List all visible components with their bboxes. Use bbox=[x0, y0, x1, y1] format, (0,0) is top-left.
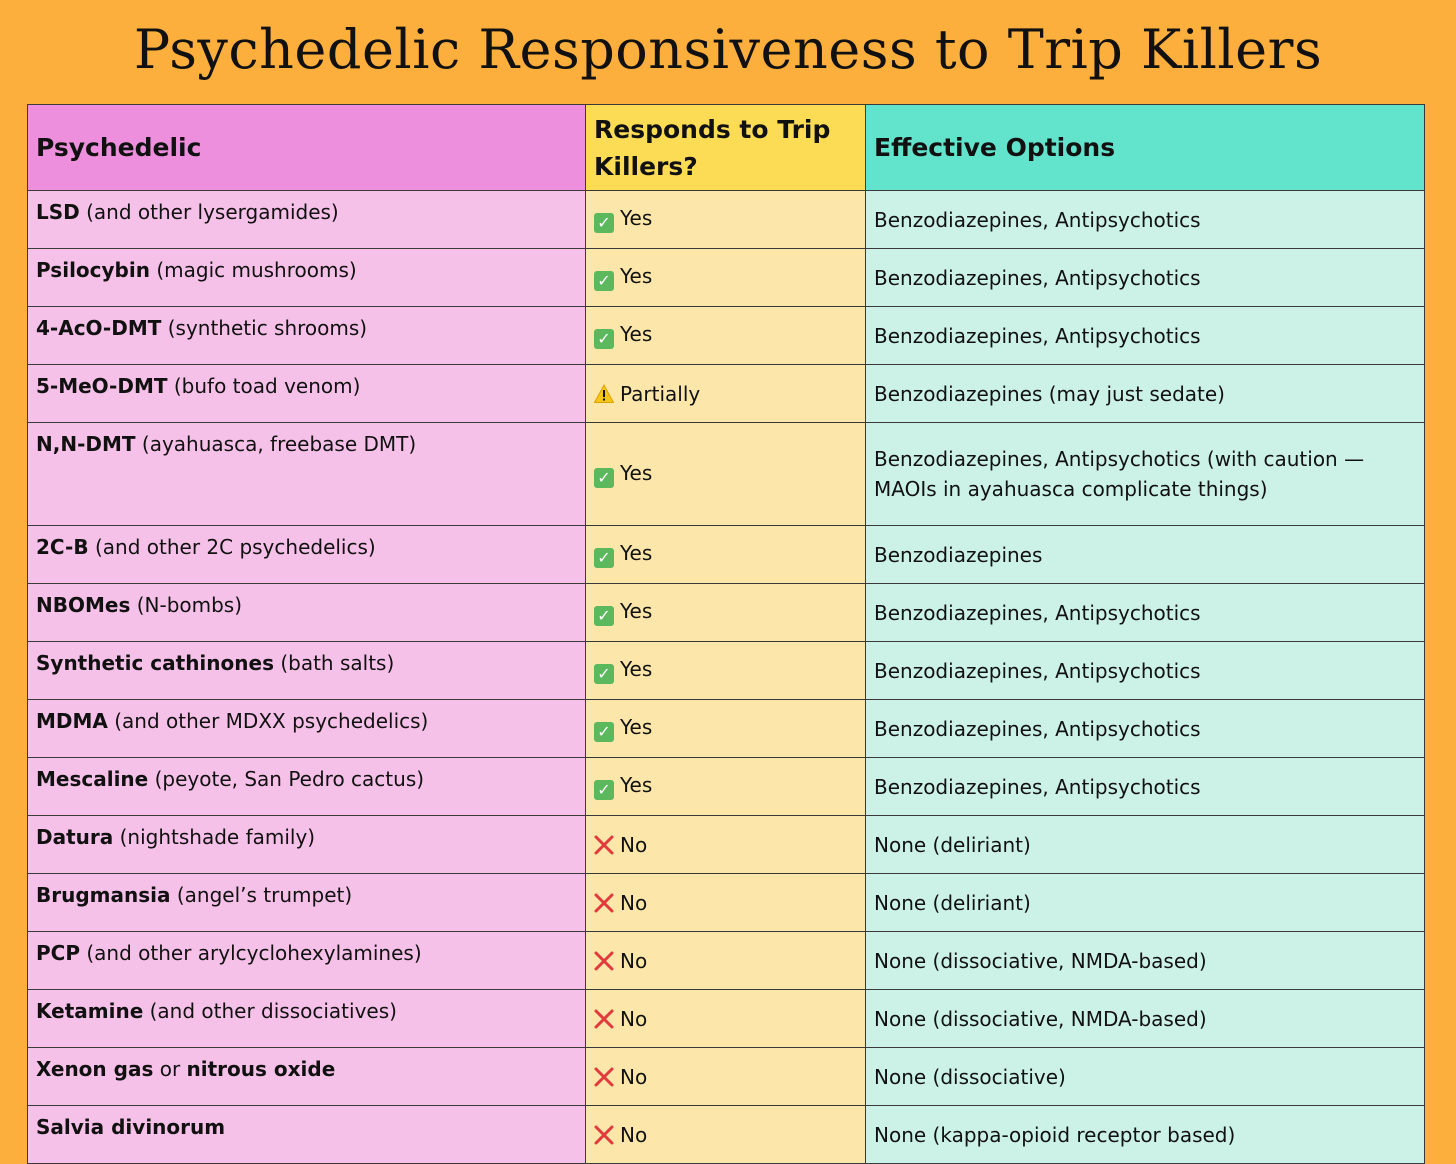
psychedelic-name: Salvia divinorum bbox=[36, 1115, 226, 1139]
check-mark-icon: ✓ bbox=[594, 271, 614, 291]
psychedelic-cell bbox=[28, 1106, 586, 1164]
psychedelic-cell bbox=[28, 526, 586, 584]
psychedelic-note: (and other MDXX psychedelics) bbox=[107, 709, 429, 733]
psychedelic-note: (angel’s trumpet) bbox=[170, 883, 353, 907]
responds-status: Yes bbox=[620, 264, 653, 288]
table-row bbox=[28, 990, 1425, 1048]
psychedelic-name: LSD bbox=[36, 200, 80, 224]
table-row bbox=[28, 249, 1425, 307]
responds-status: No bbox=[620, 948, 648, 973]
responds-cell bbox=[586, 307, 866, 365]
table-row bbox=[28, 932, 1425, 990]
psychedelic-note: (and other 2C psychedelics) bbox=[88, 535, 376, 559]
psychedelic-cell bbox=[28, 932, 586, 990]
cross-mark-icon bbox=[594, 835, 614, 855]
table-header-row bbox=[28, 105, 1425, 191]
psychedelic-cell bbox=[28, 642, 586, 700]
table-row bbox=[28, 758, 1425, 816]
table-row bbox=[28, 1106, 1425, 1164]
check-mark-icon: ✓ bbox=[594, 213, 614, 233]
psychedelic-name: Mescaline bbox=[36, 767, 149, 791]
psychedelic-cell bbox=[28, 365, 586, 423]
responds-cell bbox=[586, 1048, 866, 1106]
options-cell: Benzodiazepines bbox=[866, 526, 1425, 584]
table-row bbox=[28, 191, 1425, 249]
psychedelic-cell bbox=[28, 758, 586, 816]
trip-killers-table bbox=[27, 104, 1425, 1164]
psychedelic-name: 4-AcO-DMT bbox=[36, 316, 162, 340]
check-mark-icon: ✓ bbox=[594, 780, 614, 800]
responds-cell bbox=[586, 642, 866, 700]
psychedelic-name: PCP bbox=[36, 941, 80, 965]
psychedelic-note: (nightshade family) bbox=[113, 825, 316, 849]
table-row bbox=[28, 307, 1425, 365]
options-cell: None (kappa-opioid receptor based) bbox=[866, 1106, 1425, 1164]
cross-mark-icon bbox=[594, 1009, 614, 1029]
psychedelic-cell bbox=[28, 249, 586, 307]
check-mark-icon: ✓ bbox=[594, 548, 614, 568]
psychedelic-cell bbox=[28, 191, 586, 249]
options-cell: Benzodiazepines, Antipsychotics bbox=[866, 642, 1425, 700]
header-responds: Responds to Trip Killers? bbox=[586, 105, 866, 191]
responds-status: Yes bbox=[620, 322, 653, 346]
responds-status: Partially bbox=[620, 381, 701, 406]
cross-mark-icon bbox=[594, 1125, 614, 1145]
psychedelic-note: (peyote, San Pedro cactus) bbox=[148, 767, 425, 791]
psychedelic-note: (bufo toad venom) bbox=[167, 374, 361, 398]
psychedelic-name: Synthetic cathinones bbox=[36, 651, 274, 675]
responds-cell bbox=[586, 249, 866, 307]
responds-cell bbox=[586, 584, 866, 642]
table-row bbox=[28, 584, 1425, 642]
check-mark-icon: ✓ bbox=[594, 606, 614, 626]
psychedelic-note: (N-bombs) bbox=[130, 593, 243, 617]
psychedelic-name: Xenon gas bbox=[36, 1057, 154, 1081]
cross-mark-icon bbox=[594, 1067, 614, 1087]
options-cell: None (deliriant) bbox=[866, 874, 1425, 932]
table-row bbox=[28, 700, 1425, 758]
responds-cell bbox=[586, 526, 866, 584]
psychedelic-cell bbox=[28, 874, 586, 932]
psychedelic-cell bbox=[28, 700, 586, 758]
responds-cell bbox=[586, 191, 866, 249]
responds-cell bbox=[586, 990, 866, 1048]
cross-mark-icon bbox=[594, 893, 614, 913]
page-title: Psychedelic Responsiveness to Trip Killers bbox=[133, 18, 1323, 81]
options-cell: Benzodiazepines, Antipsychotics (with caution — MAOIs in ayahuasca complicate things) bbox=[866, 423, 1425, 526]
options-cell: None (dissociative) bbox=[866, 1048, 1425, 1106]
responds-status: Yes bbox=[620, 599, 653, 623]
options-cell: Benzodiazepines, Antipsychotics bbox=[866, 584, 1425, 642]
options-cell: None (dissociative, NMDA-based) bbox=[866, 932, 1425, 990]
psychedelic-cell bbox=[28, 423, 586, 526]
table-row bbox=[28, 1048, 1425, 1106]
responds-status: No bbox=[620, 890, 648, 915]
check-mark-icon: ✓ bbox=[594, 722, 614, 742]
responds-status: Yes bbox=[620, 541, 653, 565]
responds-status: No bbox=[620, 1006, 648, 1031]
cross-mark-icon bbox=[594, 951, 614, 971]
options-cell: Benzodiazepines, Antipsychotics bbox=[866, 700, 1425, 758]
check-mark-icon: ✓ bbox=[594, 664, 614, 684]
options-cell: Benzodiazepines, Antipsychotics bbox=[866, 758, 1425, 816]
options-cell: Benzodiazepines, Antipsychotics bbox=[866, 191, 1425, 249]
options-cell: None (dissociative, NMDA-based) bbox=[866, 990, 1425, 1048]
responds-status: No bbox=[620, 1064, 648, 1089]
options-cell: None (deliriant) bbox=[866, 816, 1425, 874]
psychedelic-note: (and other dissociatives) bbox=[143, 999, 397, 1023]
psychedelic-note: or bbox=[153, 1057, 187, 1081]
psychedelic-name: MDMA bbox=[36, 709, 108, 733]
psychedelic-note: (bath salts) bbox=[273, 651, 395, 675]
table-row bbox=[28, 526, 1425, 584]
psychedelic-note: (magic mushrooms) bbox=[149, 258, 357, 282]
psychedelic-name: Brugmansia bbox=[36, 883, 171, 907]
psychedelic-name: Datura bbox=[36, 825, 114, 849]
psychedelic-name: 2C-B bbox=[36, 535, 89, 559]
psychedelic-name-2: nitrous oxide bbox=[186, 1057, 336, 1081]
responds-status: Yes bbox=[620, 460, 653, 485]
psychedelic-cell bbox=[28, 816, 586, 874]
psychedelic-name: Ketamine bbox=[36, 999, 144, 1023]
responds-status: Yes bbox=[620, 657, 653, 681]
table-row bbox=[28, 874, 1425, 932]
psychedelic-cell bbox=[28, 1048, 586, 1106]
psychedelic-note: (synthetic shrooms) bbox=[161, 316, 368, 340]
responds-status: Yes bbox=[620, 773, 653, 797]
psychedelic-name: 5-MeO-DMT bbox=[36, 374, 168, 398]
table-row bbox=[28, 642, 1425, 700]
table-row bbox=[28, 423, 1425, 526]
check-mark-icon: ✓ bbox=[594, 468, 614, 488]
options-cell: Benzodiazepines (may just sedate) bbox=[866, 365, 1425, 423]
psychedelic-cell bbox=[28, 584, 586, 642]
check-mark-icon: ✓ bbox=[594, 329, 614, 349]
psychedelic-note: (ayahuasca, freebase DMT) bbox=[135, 432, 417, 456]
responds-status: No bbox=[620, 832, 648, 857]
psychedelic-cell bbox=[28, 990, 586, 1048]
responds-cell bbox=[586, 932, 866, 990]
psychedelic-name: Psilocybin bbox=[36, 258, 150, 282]
table-row bbox=[28, 365, 1425, 423]
psychedelic-note: (and other lysergamides) bbox=[79, 200, 339, 224]
responds-cell bbox=[586, 365, 866, 423]
psychedelic-note: (and other arylcyclohexylamines) bbox=[80, 941, 422, 965]
psychedelic-cell bbox=[28, 307, 586, 365]
warning-icon bbox=[594, 384, 614, 404]
header-effective-options: Effective Options bbox=[866, 105, 1425, 191]
options-cell: Benzodiazepines, Antipsychotics bbox=[866, 249, 1425, 307]
responds-status: Yes bbox=[620, 206, 653, 230]
responds-cell bbox=[586, 700, 866, 758]
table-row bbox=[28, 816, 1425, 874]
responds-cell bbox=[586, 423, 866, 526]
responds-cell bbox=[586, 816, 866, 874]
responds-status: No bbox=[620, 1122, 648, 1147]
responds-cell bbox=[586, 874, 866, 932]
responds-cell bbox=[586, 1106, 866, 1164]
responds-status: Yes bbox=[620, 715, 653, 739]
psychedelic-name: N,N-DMT bbox=[36, 432, 136, 456]
psychedelic-name: NBOMes bbox=[36, 593, 131, 617]
responds-cell bbox=[586, 758, 866, 816]
options-cell: Benzodiazepines, Antipsychotics bbox=[866, 307, 1425, 365]
header-psychedelic: Psychedelic bbox=[28, 105, 586, 191]
